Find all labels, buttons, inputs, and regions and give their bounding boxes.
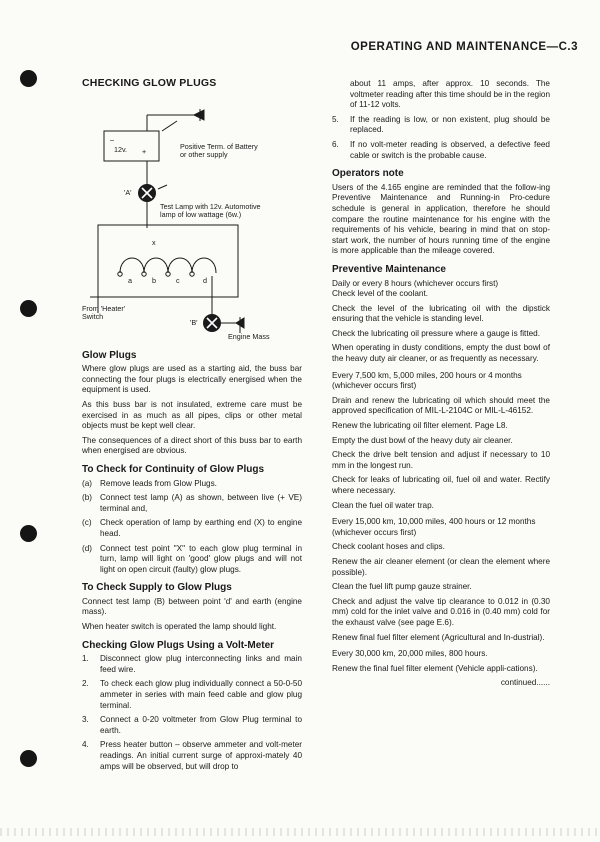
maintenance-item: Clean the fuel lift pump gauze strainer. bbox=[332, 582, 472, 592]
continuity-heading: To Check for Continuity of Glow Plugs bbox=[82, 463, 265, 475]
lamp-a-note: Test Lamp with 12v. Automotive lamp of low wattage (6w.) bbox=[160, 201, 261, 219]
list-item: 3. Connect a 0-20 voltmeter from Glow Plug terminal to earth. bbox=[82, 715, 302, 735]
punch-hole bbox=[20, 70, 37, 87]
maintenance-item: When operating in dusty conditions, empty the dust bowl of the heavy duty air cleaner, or as frequently as necessary. bbox=[332, 343, 550, 364]
right-column bbox=[332, 79, 550, 689]
section-title: CHECKING GLOW PLUGS bbox=[82, 77, 217, 89]
maintenance-item: Renew the lubricating oil filter element. Page L8. bbox=[332, 421, 508, 431]
paragraph: The consequences of a direct short of this buss bar to earth when energised are obvious. bbox=[82, 435, 302, 456]
engine-mass-label: Engine Mass bbox=[228, 331, 270, 341]
battery-plus-label: + bbox=[142, 146, 147, 156]
punch-hole bbox=[20, 750, 37, 767]
list-item: 4. Press heater button – observe ammeter and volt-meter readings. An initial current surge of approxi-mately 40 amps will be observed, but will drop to bbox=[82, 740, 302, 771]
voltmeter-heading: Checking Glow Plugs Using a Volt-Meter bbox=[82, 639, 275, 651]
operators-note-heading: Operators note bbox=[332, 168, 404, 180]
list-item: 1. Disconnect glow plug interconnecting links and main feed wire. bbox=[82, 654, 302, 674]
list-item: (c) Check operation of lamp by earthing end (X) to engine head. bbox=[82, 518, 302, 538]
point-x-label: x bbox=[152, 237, 156, 247]
list-item: 5. If the reading is low, or non existent, plug should be replaced. bbox=[332, 114, 550, 135]
paragraph: When heater switch is operated the lamp should light. bbox=[82, 622, 277, 632]
list-item: 6. If no volt-meter reading is observed, a defective feed cable or switch is the probable cause. bbox=[332, 139, 550, 160]
maintenance-item: Check coolant hoses and clips. bbox=[332, 542, 445, 552]
maintenance-item: Clean the fuel oil water trap. bbox=[332, 500, 434, 510]
left-column bbox=[82, 78, 302, 776]
glow-plugs-heading: Glow Plugs bbox=[82, 349, 137, 361]
paragraph: Users of the 4.165 engine are reminded that the follow-ing Preventive Maintenance and Running-in Pro-cedure schedule is general in application, therefore he should compare the routine maintenance for his engine with the requirements of his vehicle, bearing in mind that on stop-start work, the number of hours running time of the engine is more applicable than the mileage covered. bbox=[332, 182, 550, 256]
interval-heading: Every 15,000 km, 10,000 miles, 400 hours or 12 months (whichever occurs first) bbox=[332, 517, 536, 537]
maintenance-item: Daily or every 8 hours (whichever occurs first) Check level of the coolant. bbox=[332, 278, 499, 299]
maintenance-item: Renew the final fuel filter element (Vehicle appli-cations). bbox=[332, 663, 538, 673]
list-item: (a) Remove leads from Glow Plugs. bbox=[82, 478, 217, 488]
bottom-scan-edge bbox=[0, 828, 600, 836]
lamp-b-tag: 'B' bbox=[190, 317, 198, 327]
battery-minus-label: – bbox=[110, 134, 114, 144]
page-header: OPERATING AND MAINTENANCE—C.3 bbox=[350, 41, 578, 53]
list-item: (b) Connect test lamp (A) as shown, between live (+ VE) terminal and, bbox=[82, 493, 302, 513]
punch-hole bbox=[20, 300, 37, 317]
punch-hole bbox=[20, 525, 37, 542]
plug-label-a: a bbox=[128, 275, 132, 285]
maintenance-item: Check and adjust the valve tip clearance to 0.012 in (0.30 mm) cold for the inlet valve and 0.016 in (0.40 mm) cold for the exhaust valve (see page E.6). bbox=[332, 596, 550, 627]
from-heater-switch-label: From 'Heater' Switch bbox=[82, 303, 126, 321]
maintenance-item: Renew final fuel filter element (Agricultural and In-dustrial). bbox=[332, 632, 545, 642]
maintenance-item: Check the drive belt tension and adjust if necessary to 10 mm in the longest run. bbox=[332, 450, 550, 470]
preventive-maintenance-heading: Preventive Maintenance bbox=[332, 263, 446, 275]
glow-plug-wiring-diagram bbox=[82, 93, 302, 343]
paragraph: about 11 amps, after approx. 10 seconds. The voltmeter reading after this time should be in the region of 11-12 volts. bbox=[350, 79, 550, 110]
paragraph: Connect test lamp (B) between point 'd' and earth (engine mass). bbox=[82, 596, 302, 617]
preventive-maintenance-list bbox=[332, 279, 550, 675]
maintenance-item: Drain and renew the lubricating oil which should meet the approved specification of MIL-L-2104C or MIL-L-46152. bbox=[332, 395, 550, 416]
maintenance-item: Check the lubricating oil pressure where a gauge is fitted. bbox=[332, 328, 540, 338]
interval-heading: Every 7,500 km, 5,000 miles, 200 hours or 4 months (whichever occurs first) bbox=[332, 370, 522, 391]
maintenance-item: Renew the air cleaner element (or clean the element where possible). bbox=[332, 556, 550, 577]
maintenance-item: Check the level of the lubricating oil with the dipstick ensuring that the vehicle is standing level. bbox=[332, 303, 550, 324]
supply-heading: To Check Supply to Glow Plugs bbox=[82, 582, 232, 594]
interval-heading: Every 30,000 km, 20,000 miles, 800 hours. bbox=[332, 649, 488, 659]
maintenance-item: Check for leaks of lubricating oil, fuel oil and water. Rectify where necessary. bbox=[332, 475, 550, 495]
plug-label-c: c bbox=[176, 275, 180, 285]
lamp-a-tag: 'A' bbox=[124, 187, 132, 197]
list-item: (d) Connect test point "X" to each glow plug terminal in turn, lamp will light on 'good' glow plugs and will not light on open circuit (faulty) glow plugs. bbox=[82, 543, 302, 574]
positive-terminal-note: Positive Term. of Battery or other supply bbox=[180, 141, 258, 159]
plug-label-d: d bbox=[203, 275, 207, 285]
battery-voltage-label: 12v. bbox=[114, 144, 128, 154]
paragraph: As this buss bar is not insulated, extreme care must be exercised in as much as all pipes, clips or other metal objects must be kept well clear. bbox=[82, 399, 302, 431]
maintenance-item: Empty the dust bowl of the heavy duty air cleaner. bbox=[332, 435, 513, 445]
paragraph: Where glow plugs are used as a starting aid, the buss bar connecting the four plugs is electrically energised when the equipment is used. bbox=[82, 364, 302, 395]
plug-label-b: b bbox=[152, 275, 156, 285]
list-item: 2. To check each glow plug individually connect a 50-0-50 ammeter in series with main feed cable and glow plug terminal. bbox=[82, 679, 302, 710]
continued-label: continued...... bbox=[500, 678, 550, 688]
